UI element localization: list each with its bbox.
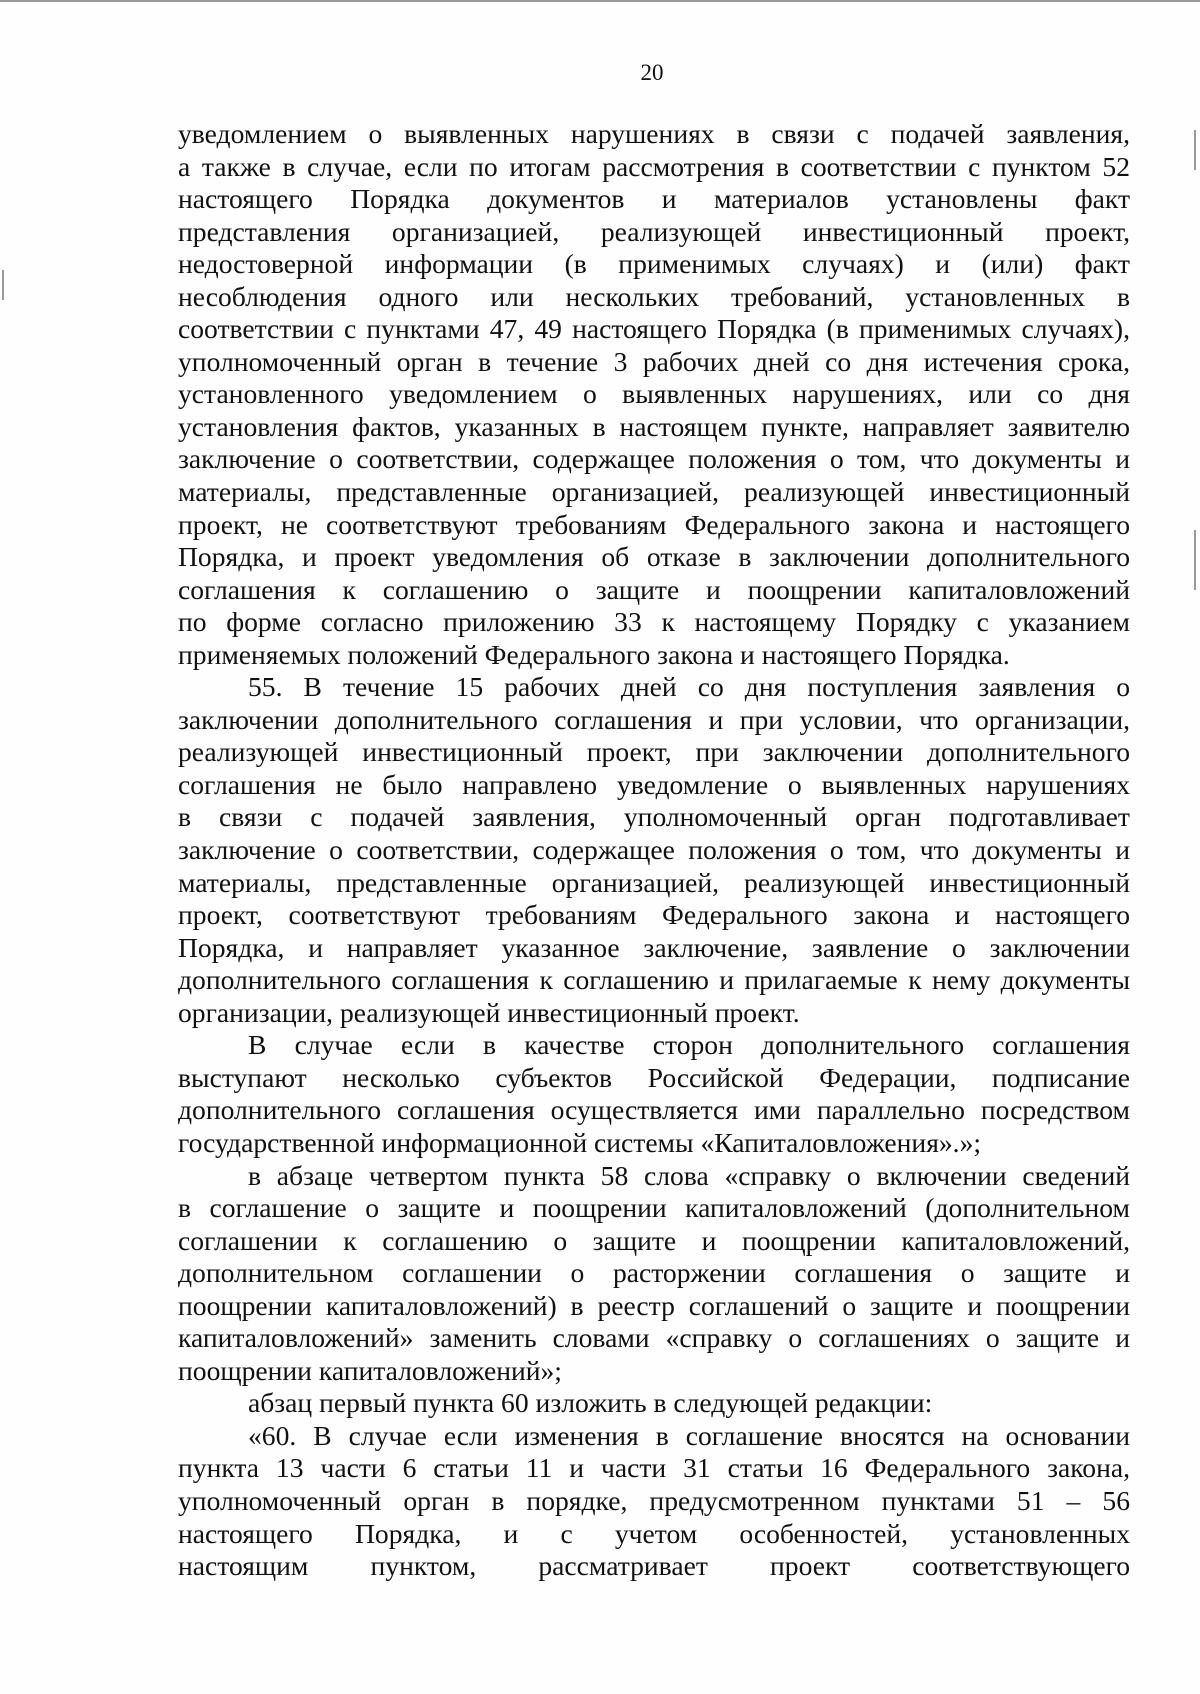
text-line: пункта 13 части 6 статьи 11 и части 31 статьи 16 Федерального закона, <box>178 1452 1130 1484</box>
text-line: по форме согласно приложению 33 к настоящему Порядку с указанием <box>178 606 1130 638</box>
text-line: абзац первый пункта 60 изложить в следующей редакции: <box>248 1387 933 1419</box>
text-line: настоящего Порядка, и с учетом особенностей, установленных <box>178 1517 1130 1549</box>
text-line: заключении дополнительного соглашения и при условии, что организации, <box>178 703 1130 735</box>
paragraph-item-55 <box>178 671 1130 1029</box>
text-line: соглашения к соглашению о защите и поощрении капиталовложений <box>178 573 1130 605</box>
text-line: уполномоченный орган в порядке, предусмотренном пунктами 51 – 56 <box>178 1484 1130 1516</box>
text-line: проект, не соответствуют требованиям Федерального закона и настоящего <box>178 508 1130 540</box>
text-line: установленного уведомлением о выявленных нарушениях, или со дня <box>178 378 1130 410</box>
text-line: в связи с подачей заявления, уполномоченный орган подготавливает <box>178 801 1130 833</box>
text-line: проект, соответствуют требованиям Федерального закона и настоящего <box>178 899 1130 931</box>
paragraph-amendment-58 <box>178 1160 1130 1388</box>
text-line: несоблюдения одного или нескольких требований, установленных в <box>178 280 1130 312</box>
text-line: а также в случае, если по итогам рассмотрения в соответствии с пунктом 52 <box>178 150 1130 182</box>
scan-edge-right-1 <box>1194 130 1196 170</box>
text-line: выступают несколько субъектов Российской Федерации, подписание <box>178 1061 1130 1093</box>
text-line: материалы, представленные организацией, реализующей инвестиционный <box>178 476 1130 508</box>
text-line: применяемых положений Федерального закона и настоящего Порядка. <box>178 638 1010 670</box>
text-line: соглашении к соглашению о защите и поощрении капиталовложений, <box>178 1224 1130 1256</box>
text-line: государственной информационной системы «Капиталовложения».»; <box>178 1126 982 1158</box>
text-line: поощрении капиталовложений) в реестр соглашений о защите и поощрении <box>178 1289 1130 1321</box>
paragraph-parties-clause <box>178 1029 1130 1159</box>
text-line: соглашения не было направлено уведомление о выявленных нарушениях <box>178 768 1130 800</box>
text-line: представления организацией, реализующей инвестиционный проект, <box>178 215 1130 247</box>
text-line: реализующей инвестиционный проект, при заключении дополнительного <box>178 736 1130 768</box>
scan-edge-left <box>2 270 4 300</box>
text-line: поощрении капиталовложений»; <box>178 1354 562 1386</box>
text-line: Порядка, и направляет указанное заключение, заявление о заключении <box>178 931 1130 963</box>
text-line: настоящим пунктом, рассматривает проект соответствующего <box>178 1550 1130 1582</box>
text-line: недостоверной информации (в применимых случаях) и (или) факт <box>178 248 1130 280</box>
text-line: 55. В течение 15 рабочих дней со дня поступления заявления о <box>248 671 1130 703</box>
paragraph-item-60 <box>178 1420 1130 1583</box>
text-line: дополнительного соглашения осуществляется ими параллельно посредством <box>178 1094 1130 1126</box>
text-line: соответствии с пунктами 47, 49 настоящего Порядка (в применимых случаях), <box>178 313 1130 345</box>
text-line: уведомлением о выявленных нарушениях в связи с подачей заявления, <box>178 118 1130 149</box>
text-line: заключение о соответствии, содержащее положения о том, что документы и <box>178 443 1130 475</box>
page-number: 20 <box>640 60 664 85</box>
scan-edge-right-2 <box>1194 530 1196 590</box>
scan-edge-top <box>0 0 1200 2</box>
text-line: Порядка, и проект уведомления об отказе в заключении дополнительного <box>178 541 1130 573</box>
text-line: капиталовложений» заменить словами «справку о соглашениях о защите и <box>178 1322 1130 1354</box>
text-line: «60. В случае если изменения в соглашение вносятся на основании <box>248 1419 1130 1451</box>
text-line: материалы, представленные организацией, реализующей инвестиционный <box>178 866 1130 898</box>
text-line: дополнительном соглашении о расторжении соглашения о защите и <box>178 1257 1130 1289</box>
paragraph-continuation <box>178 118 1130 671</box>
text-line: в абзаце четвертом пункта 58 слова «справку о включении сведений <box>248 1159 1130 1191</box>
text-line: В случае если в качестве сторон дополнительного соглашения <box>248 1029 1130 1061</box>
text-line: уполномоченный орган в течение 3 рабочих дней со дня истечения срока, <box>178 345 1130 377</box>
text-line: настоящего Порядка документов и материалов установлены факт <box>178 183 1130 215</box>
text-line: в соглашение о защите и поощрении капиталовложений (дополнительном <box>178 1192 1130 1224</box>
paragraph-amendment-60-intro <box>178 1387 1130 1420</box>
document-body <box>178 118 1130 1583</box>
text-line: заключение о соответствии, содержащее положения о том, что документы и <box>178 834 1130 866</box>
text-line: дополнительного соглашения к соглашению и прилагаемые к нему документы <box>178 964 1130 996</box>
text-line: установления фактов, указанных в настоящем пункте, направляет заявителю <box>178 410 1130 442</box>
text-line: организации, реализующей инвестиционный проект. <box>178 996 800 1028</box>
